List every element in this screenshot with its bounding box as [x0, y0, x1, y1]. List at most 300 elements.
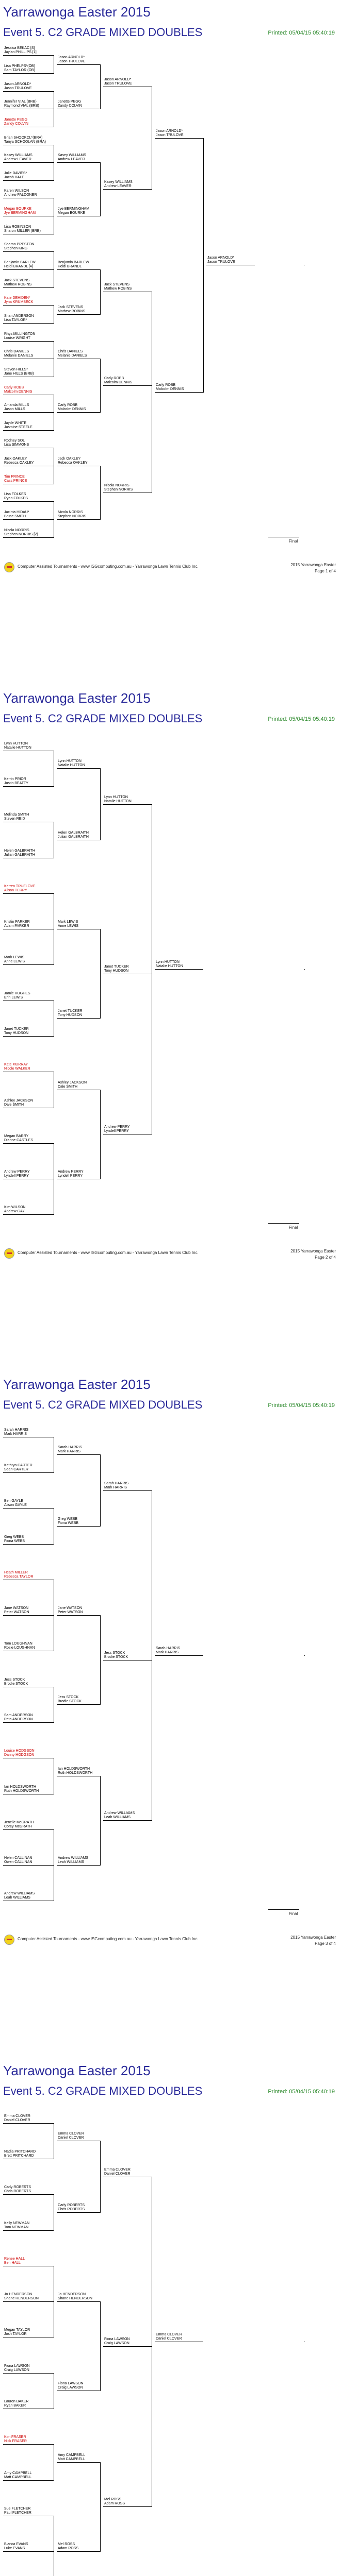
player-name: Carly ROBB [4, 385, 24, 389]
draw-entry [58, 1767, 92, 1775]
draw-entry [58, 100, 82, 108]
draw-entry [4, 2507, 31, 2515]
footer-text: Computer Assisted Tournaments - www.ISGcomputing.com.au - Yarrawonga Lawn Tennis Club Inc. [18, 1937, 199, 1941]
player-name: Lynn HUTTON [104, 795, 128, 799]
player-name: Justin BEATTY [4, 781, 28, 785]
player-name: Jye BERMINGHAM [4, 211, 36, 215]
player-name: Lisa SIMMONS [4, 443, 29, 447]
bracket-line [155, 138, 203, 139]
draw-entry [58, 2204, 85, 2212]
bracket-line [3, 1472, 54, 1473]
draw-entry [4, 100, 39, 108]
player-name: Melanie DANIELS [4, 354, 34, 358]
player-name: Megan BOURKE [58, 211, 85, 215]
player-name: Sam TAYLOR (OB) [4, 68, 35, 72]
bracket-line [3, 1865, 54, 1866]
draw-entry [104, 377, 132, 385]
player-name: Helen GALBRAITH [58, 831, 89, 835]
draw-entry [4, 2435, 27, 2444]
copyright-text: 2015 Yarrawonga Easter [290, 1935, 336, 1940]
draw-entry [4, 1678, 28, 1686]
player-name: Jane WATSON [58, 1606, 83, 1611]
player-name: Rodney SOL [4, 439, 25, 443]
player-name: Lisa ROBINSON [4, 225, 31, 229]
player-name: Jason MILLS [4, 408, 25, 412]
player-name: Lyndell PERRY [4, 1174, 29, 1178]
player-name: Cass PRINCE [4, 479, 27, 483]
draw-entry [104, 1811, 135, 1820]
player-name: Jack OAKLEY [4, 457, 27, 461]
draw-entry [4, 2364, 30, 2372]
player-name: Luke EVANS [4, 2547, 25, 2551]
player-name: Louise WRIGHT [4, 336, 30, 340]
player-name: Julian GALBRAITH [58, 835, 89, 839]
bracket-line [3, 537, 54, 538]
draw-entry [58, 56, 86, 64]
draw-entry [58, 2543, 78, 2551]
player-name: Andrew PERRY [4, 1170, 30, 1174]
player-name: Kate DEHIDEN* [4, 296, 30, 300]
player-name: Natalie HUTTON [104, 799, 132, 803]
draw-entry [4, 118, 28, 126]
bracket-line [304, 1655, 305, 1656]
draw-entry [156, 129, 184, 138]
draw-entry [4, 136, 46, 144]
player-name: Andrew PERRY [104, 1125, 130, 1129]
player-name: Jason ARNOLD* [156, 129, 183, 133]
player-name: Amy CAMPBELL [4, 2471, 32, 2475]
player-name: Ruth HOLDSWORTH [58, 1771, 93, 1775]
draw-entry [4, 403, 29, 412]
bracket-line [100, 162, 101, 216]
player-name: Leah WILLIAMS [104, 1816, 131, 1820]
player-name: Bianca EVANS [4, 2543, 28, 2547]
draw-entry [58, 457, 88, 465]
player-name: Andrew LEAVER [58, 158, 85, 162]
player-name: Dale SMITH [58, 1084, 78, 1089]
player-name: Jason ARNOLD* [104, 77, 132, 81]
final-label: Final [289, 1911, 298, 1916]
player-name: Heidi BRANDL [58, 265, 82, 269]
draw-entry [4, 261, 36, 269]
player-name: Ian HOLDSWORTH [4, 1785, 37, 1789]
player-name: Kim FRASER [4, 2435, 26, 2439]
draw-entry [58, 306, 85, 314]
page-number: Page 1 of 4 [315, 569, 336, 573]
player-name: Andrew WILLIAMS [58, 1856, 89, 1860]
event-title: Event 5. C2 GRADE MIXED DOUBLES [3, 2084, 203, 2097]
player-name: Andrew GAY [4, 1210, 25, 1214]
player-name: Nicole WALKER [4, 1067, 30, 1071]
player-name: Jack STEVENS [58, 305, 84, 309]
player-name: Fiona LAWSON [58, 2382, 84, 2386]
bracket-line [57, 64, 100, 65]
player-name: Kerren TRUELOVE [4, 884, 36, 888]
player-name: Ashley JACKSON [4, 1098, 34, 1103]
player-name: Jamie HUGHES [4, 991, 30, 995]
bracket-line [3, 73, 54, 74]
draw-entry [4, 368, 34, 376]
player-name: Andrew LEAVER [104, 184, 132, 189]
bracket-line [100, 466, 101, 520]
draw-entry [4, 439, 29, 447]
draw-page [0, 1372, 341, 1965]
printed-timestamp: Printed: 05/04/15 05:40:19 [268, 1402, 335, 1409]
player-name: Carly ROBB [156, 383, 176, 387]
bracket-line [155, 392, 203, 393]
player-name: Carly ROBERTS [58, 2203, 85, 2207]
player-name: Jessica BEKAC [S] [4, 46, 35, 50]
bracket-line [103, 2506, 152, 2507]
draw-entry [58, 261, 89, 269]
player-name: Nadia PRITCHARD [4, 2149, 36, 2154]
player-name: Jack STEVENS [4, 278, 30, 282]
player-name: Tom LOUGHNAN [4, 1642, 33, 1646]
draw-entry [4, 849, 35, 857]
player-name: Dale SMITH [4, 1103, 24, 1107]
draw-entry [58, 1081, 87, 1089]
draw-entry [4, 1642, 35, 1650]
bracket-line [3, 287, 54, 288]
bracket-line [3, 2373, 54, 2374]
player-name: Jacob HALE [4, 175, 24, 179]
draw-entry [156, 1647, 180, 1655]
player-name: Kerrin PRIOR [4, 777, 26, 781]
draw-entry [4, 154, 33, 162]
player-name: Jacinta HIDAU* [4, 511, 29, 515]
player-name: Rebecca OAKLEY [4, 461, 34, 465]
player-name: Julie DAVIES* [4, 171, 27, 175]
player-name: Jo HENDERSON [58, 2293, 86, 2297]
draw-entry [4, 777, 28, 786]
draw-entry [4, 920, 30, 928]
player-name: Stephen KING [4, 247, 28, 251]
tournament-title: Yarrawonga Easter 2015 [3, 1377, 151, 1392]
player-name: Jane WATSON [4, 1606, 29, 1611]
player-name: Jason ARNOLD* [207, 256, 235, 260]
draw-entry [207, 256, 235, 264]
bracket-line [100, 359, 101, 413]
draw-entry [156, 383, 184, 392]
player-name: Kim WILSON [4, 1206, 26, 1210]
bracket-line [3, 430, 54, 431]
player-name: Sharon PRESTON [4, 243, 35, 247]
player-name: Emma CLOVER [104, 2167, 131, 2172]
draw-entry [58, 1009, 83, 1018]
player-name: Malcolm DENNIS [4, 389, 33, 394]
draw-entry [104, 484, 133, 492]
draw-entry [58, 154, 86, 162]
player-name: Jyna KRUMBECK [4, 300, 34, 304]
player-name: Ryan FOLKES [4, 497, 28, 501]
draw-entry [58, 403, 86, 412]
player-name: Tony HUDSON [58, 1013, 83, 1018]
bracket-line [3, 1036, 54, 1037]
bracket-line [100, 1454, 101, 1527]
player-name: Daniel CLOVER [156, 2337, 182, 2341]
player-name: Rebecca OAKLEY [58, 461, 88, 465]
player-name: Heidi BRANDL [4] [4, 265, 33, 269]
player-name: Sharon MILLER (BRB) [4, 229, 41, 233]
draw-entry [58, 920, 78, 928]
bracket-line [3, 2194, 54, 2195]
player-name: Amanda MILLS [4, 403, 29, 408]
footer-text: Computer Assisted Tournaments - www.ISGcomputing.com.au - Yarrawonga Lawn Tennis Club Inc. [18, 564, 199, 569]
player-name: Jasmine STEELE [4, 425, 33, 429]
player-name: Kristin PARKER [4, 920, 30, 924]
player-name: Emma CLOVER [4, 2114, 30, 2118]
draw-entry [4, 511, 29, 519]
draw-entry [4, 314, 34, 323]
player-name: Rebecca TAYLOR [4, 1574, 34, 1579]
player-name: Carly ROBERTS [4, 2185, 31, 2190]
player-name: Brett PRITCHARD [4, 2154, 34, 2158]
player-name: Janet TUCKER [58, 1009, 83, 1013]
isg-logo-icon [4, 562, 14, 572]
player-name: Sarah HARRIS [4, 1428, 29, 1432]
player-name: Jaylan PHILLIPS [1] [4, 50, 37, 55]
player-name: Benjamin BARLEW [58, 261, 89, 265]
player-name: Kelly NEWMAN [4, 2221, 30, 2225]
player-name: Mel ROSS [58, 2543, 75, 2547]
player-name: Tom NEWMAN [4, 2225, 29, 2229]
draw-entry [58, 2293, 92, 2301]
draw-entry [4, 1856, 32, 1865]
draw-entry [156, 960, 183, 969]
bracket-line [3, 91, 54, 92]
draw-entry [104, 283, 132, 291]
draw-entry [4, 1499, 27, 1507]
player-name: Craig LAWSON [104, 2341, 129, 2345]
player-name: Sarah HARRIS [104, 1481, 129, 1485]
bracket-line [3, 162, 54, 163]
bracket-line [103, 385, 152, 386]
player-name: Sean CARTER [4, 1467, 28, 1471]
player-name: Malcolm DENNIS [156, 387, 184, 392]
draw-entry [104, 78, 132, 86]
bracket-line [155, 969, 203, 970]
bracket-line [103, 2346, 152, 2347]
draw-entry [4, 992, 30, 1000]
isg-logo-icon [4, 1935, 14, 1945]
player-name: Jo HENDERSON [4, 2293, 33, 2297]
player-name: Emma CLOVER [58, 2132, 84, 2136]
bracket-line [3, 1722, 54, 1723]
bracket-line [57, 519, 100, 520]
bracket-line [3, 305, 54, 306]
player-name: Tony HUDSON [104, 969, 129, 973]
player-name: Stephen NORRIS [58, 515, 87, 519]
player-name: Zandy COLVIN [4, 122, 28, 126]
bracket-line [57, 1615, 100, 1616]
bracket-line [3, 2230, 54, 2231]
player-name: Adam PARKER [4, 924, 29, 928]
player-name: Owen CALLINAN [4, 1860, 33, 1865]
final-label: Final [289, 1225, 298, 1230]
bracket-line [3, 251, 54, 252]
bracket-line [3, 1508, 54, 1509]
draw-entry [4, 2543, 28, 2551]
player-name: Lynn HUTTON [58, 759, 82, 764]
player-name: Corey McGRATH [4, 1824, 32, 1828]
draw-entry [4, 172, 27, 180]
player-name: Paul FLETCHER [4, 2511, 31, 2515]
player-name: Adam ROSS [58, 2547, 79, 2551]
page-number: Page 2 of 4 [315, 1255, 336, 1260]
player-name: Jess STOCK [58, 1696, 79, 1700]
draw-entry [4, 279, 31, 287]
player-name: Kate MURRAY [4, 1063, 28, 1067]
draw-entry [4, 1099, 33, 1107]
player-name: Leah WILLIAMS [4, 1896, 30, 1900]
bracket-line [268, 1909, 299, 1910]
player-name: Fiona WEBB [58, 1521, 79, 1525]
bracket-line [57, 2301, 100, 2302]
event-title: Event 5. C2 GRADE MIXED DOUBLES [3, 26, 203, 39]
player-name: Kasey WILLIAMS [104, 180, 133, 184]
bracket-line [3, 180, 54, 181]
player-name: Amy CAMPBELL [58, 2453, 86, 2457]
player-name: Chris ROBERTS [58, 2207, 85, 2211]
bracket-line [155, 1655, 203, 1656]
player-name: Chris ROBERTS [4, 2190, 31, 2194]
player-name: Janet TUCKER [104, 964, 129, 969]
player-name: Jane HILLS (BRB) [4, 371, 34, 376]
draw-entry [104, 2337, 130, 2346]
page-number: Page 3 of 4 [315, 1941, 336, 1946]
player-name: Jye BERMINGHAM [58, 207, 90, 211]
draw-entry [4, 475, 27, 483]
bracket-line [100, 2462, 101, 2552]
draw-entry [58, 759, 85, 768]
draw-entry [58, 2453, 85, 2462]
player-name: Mark HARRIS [4, 1432, 27, 1436]
bracket-line [57, 1704, 100, 1705]
player-name: Nicola NORRIS [4, 528, 29, 532]
event-title: Event 5. C2 GRADE MIXED DOUBLES [3, 712, 203, 725]
bracket-line [3, 341, 54, 342]
player-name: Alison TERRY [4, 888, 27, 892]
player-name: Nicola NORRIS [58, 511, 83, 515]
bracket-line [3, 2480, 54, 2481]
player-name: Brodie STOCK [4, 1682, 28, 1686]
draw-entry [58, 2132, 84, 2140]
bracket-line [3, 269, 54, 270]
bracket-line [100, 768, 101, 840]
player-name: Fiona LAWSON [104, 2337, 130, 2341]
bracket-line [3, 2551, 54, 2552]
player-name: Carly ROBB [104, 377, 124, 381]
draw-entry [4, 350, 33, 358]
draw-entry [4, 46, 37, 55]
player-name: Jason TRULOVE [156, 133, 184, 137]
player-name: Jason TRULOVE [104, 81, 132, 86]
player-name: Natalie HUTTON [156, 964, 183, 969]
player-name: Renee HALL [4, 2257, 25, 2261]
event-title: Event 5. C2 GRADE MIXED DOUBLES [3, 1398, 203, 1411]
player-name: Ryan BAKER [4, 2403, 26, 2408]
bracket-line [3, 519, 54, 520]
draw-entry [58, 511, 86, 519]
player-name: Lisa PHELPS*(OB) [4, 64, 35, 68]
bracket-line [3, 2123, 54, 2124]
draw-entry [4, 189, 37, 197]
draw-entry [104, 180, 133, 189]
player-name: Ruth HOLDSWORTH [4, 1789, 39, 1793]
player-name: Janette PEGG [4, 117, 28, 122]
player-name: Jason ARNOLD* [58, 55, 85, 59]
player-name: Melanie DANIELS [58, 354, 87, 358]
draw-entry [4, 2114, 30, 2123]
draw-entry [4, 1063, 30, 1071]
player-name: Jess STOCK [104, 1651, 125, 1655]
player-name: Jason ARNOLD* [4, 82, 31, 86]
player-name: Sam ANDERSON [4, 1713, 33, 1717]
printed-timestamp: Printed: 05/04/15 05:40:19 [268, 716, 335, 722]
bracket-line [103, 804, 152, 805]
bracket-line [3, 1615, 54, 1616]
draw-entry [4, 2257, 25, 2265]
bracket-line [57, 269, 100, 270]
draw-entry [104, 965, 129, 973]
final-label: Final [289, 539, 298, 544]
player-name: Zandy COLVIN [58, 104, 82, 108]
player-name: Greg WEBB [4, 1535, 24, 1539]
bracket-line [57, 768, 100, 769]
player-name: Andrew WILLIAMS [4, 1892, 35, 1896]
player-name: Megan BOURKE [4, 207, 31, 211]
player-name: Helen CALLINAN [4, 1856, 33, 1860]
player-name: Kathryn CARTER [4, 1463, 33, 1467]
player-name: Tanya SCHOOLAN (BRA) [4, 140, 46, 144]
player-name: Shane HENDERSON [58, 2297, 92, 2301]
bracket-line [3, 55, 54, 56]
draw-entry [4, 1134, 33, 1143]
player-name: Jenelle McGRATH [4, 1820, 34, 1824]
draw-entry [4, 332, 36, 341]
bracket-line [3, 1143, 54, 1144]
bracket-line [57, 2551, 100, 2552]
player-name: Anne LEWIS [58, 924, 79, 928]
draw-entry [4, 2222, 29, 2230]
player-name: Lyndell PERRY [104, 1129, 129, 1133]
player-name: Steven REID [4, 817, 25, 821]
player-name: Sarah HARRIS [58, 1446, 83, 1450]
player-name: Jason TRULOVE [4, 86, 32, 90]
bracket-line [3, 964, 54, 965]
page-footer [0, 1933, 341, 1948]
player-name: Tony HUDSON [4, 1031, 29, 1035]
player-name: Fiona WEBB [4, 1539, 25, 1543]
player-name: Natalie HUTTON [4, 745, 31, 750]
player-name: Brodie STOCK [104, 1655, 128, 1659]
page-footer [0, 561, 341, 576]
printed-timestamp: Printed: 05/04/15 05:40:19 [268, 2089, 335, 2095]
tournament-title: Yarrawonga Easter 2015 [3, 2063, 151, 2078]
bracket-line [103, 189, 152, 190]
draw-entry [4, 457, 34, 465]
bracket-line [3, 2301, 54, 2302]
player-name: Mark LEWIS [4, 956, 25, 960]
draw-entry [4, 1892, 35, 1900]
bracket-line [100, 64, 101, 110]
draw-entry [4, 64, 35, 73]
bracket-line [3, 893, 54, 894]
draw-entry [4, 2328, 30, 2336]
player-name: Mathew ROBINS [58, 309, 86, 313]
bracket-line [100, 929, 101, 1019]
player-name: Steven HILLS* [4, 367, 28, 371]
